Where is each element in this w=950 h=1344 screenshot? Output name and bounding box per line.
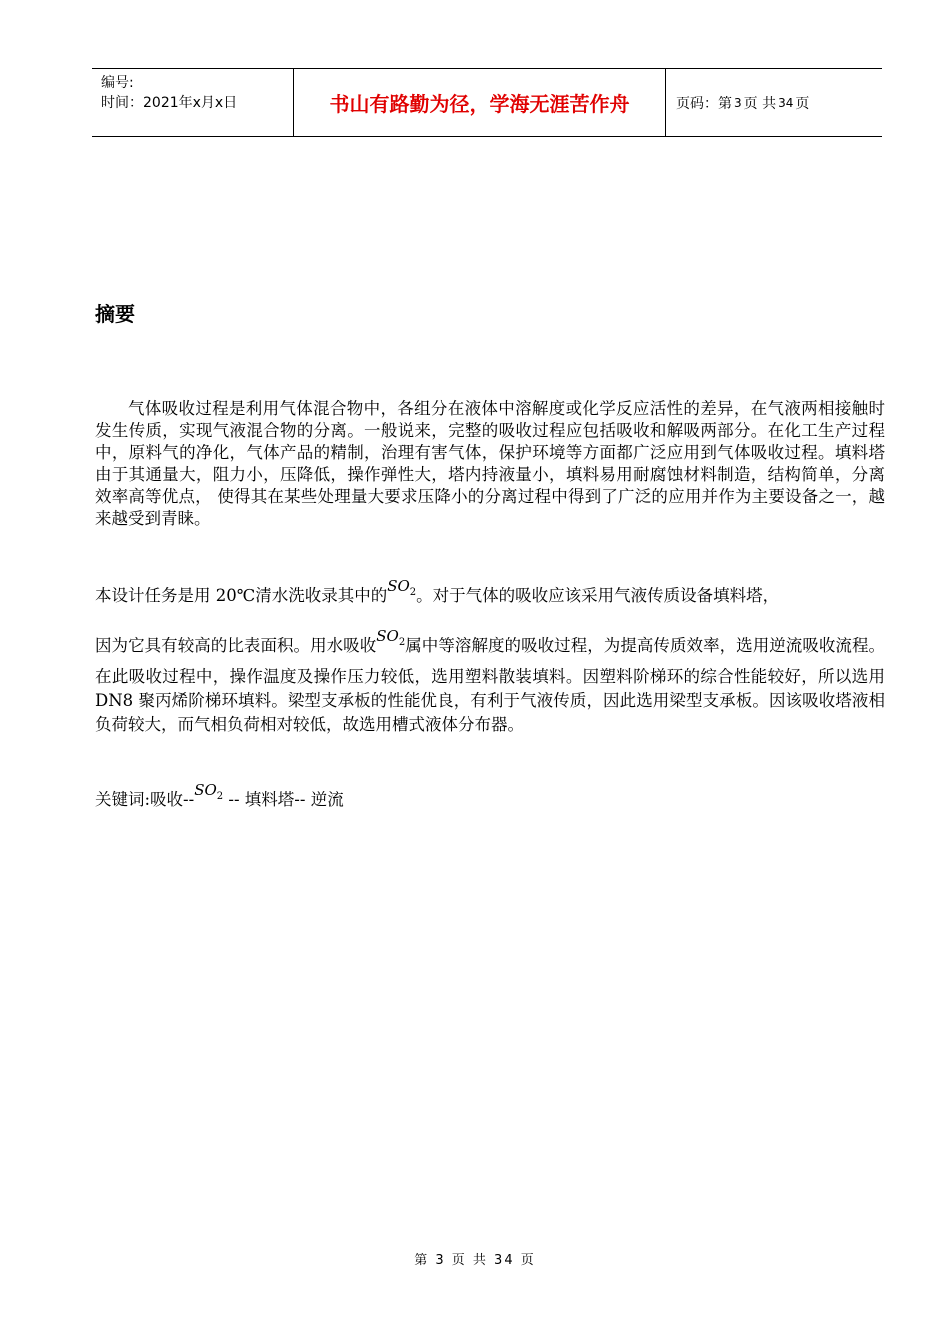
header-time: 时间：2021年x月x日 bbox=[101, 95, 238, 111]
page-suffix: 页 bbox=[795, 95, 810, 112]
paragraph-2-part-3: 因为它具有较高的比表面积。用水吸收 bbox=[95, 636, 377, 655]
page-footer: 第 3 页 共 34 页 bbox=[414, 1253, 536, 1268]
header-motto: 书山有路勤为径，学海无涯苦作舟 bbox=[293, 69, 666, 136]
page-header bbox=[92, 68, 882, 137]
page-total: 34 bbox=[778, 95, 794, 110]
keywords-suffix: -- 填料塔-- 逆流 bbox=[223, 790, 344, 809]
paragraph-2-rest bbox=[95, 627, 886, 737]
header-page-info bbox=[666, 69, 882, 136]
abstract-paragraph-1: 气体吸收过程是利用气体混合物中，各组分在液体中溶解度或化学反应活性的差异，在气液两相接触时发生传质，实现气液混合物的分离。一般说来，完整的吸收过程应包括吸收和解吸两部分。在化工生产过程中，原料气的净化，气体产品的精制，治理有害气体，保护环境等方面都广泛应用到气体吸收过程。填料塔由于其通量大，阻力小，压降低，操作弹性大，塔内持液量小，填料易用耐腐蚀材料制造，结构简单，分离效率高等优点， 使得其在某些处理量大要求压降小的分离过程中得到了广泛的应用并作为主要设备之一，越来越受到青睐。 bbox=[95, 399, 885, 528]
page-prefix: 页码：第 bbox=[676, 95, 732, 112]
paragraph-2-part-2: 。对于气体的吸收应该采用气液传质设备填料塔， bbox=[416, 586, 780, 605]
header-id-label: 编号: bbox=[101, 75, 134, 91]
section-title: 摘要 bbox=[95, 302, 135, 326]
so2-formula: $SO_2$ bbox=[376, 627, 406, 648]
keywords-line bbox=[95, 781, 885, 818]
paragraph-2-part-4: 属中等溶解度的吸收过程，为提高传质效率，选用逆流吸收流程。在此吸收过程中，操作温度及操作压力较低，选用塑料散装填料。因塑料阶梯环的综合性能较好，所以选用 DN8 聚丙烯阶梯环填料。梁型支承板的性能优良，有利于气液传质，因此选用梁型支承板。因该吸收塔液相负荷较大，而气相负荷相对较低，故选用槽式液体分布器。 bbox=[95, 636, 886, 734]
so2-formula: $SO_2$ bbox=[387, 577, 417, 598]
so2-formula: $SO_2$ bbox=[194, 781, 224, 802]
abstract-paragraph-2 bbox=[95, 577, 886, 737]
header-meta bbox=[92, 69, 293, 136]
paragraph-2-part-1: 本设计任务是用 20℃清水洗收录其中的 bbox=[95, 586, 388, 605]
page-number: 3 bbox=[734, 95, 742, 110]
paragraph-2-line-1 bbox=[95, 577, 885, 614]
page-mid: 页 共 bbox=[743, 95, 777, 112]
keywords-prefix: 关键词:吸收-- bbox=[95, 790, 195, 809]
